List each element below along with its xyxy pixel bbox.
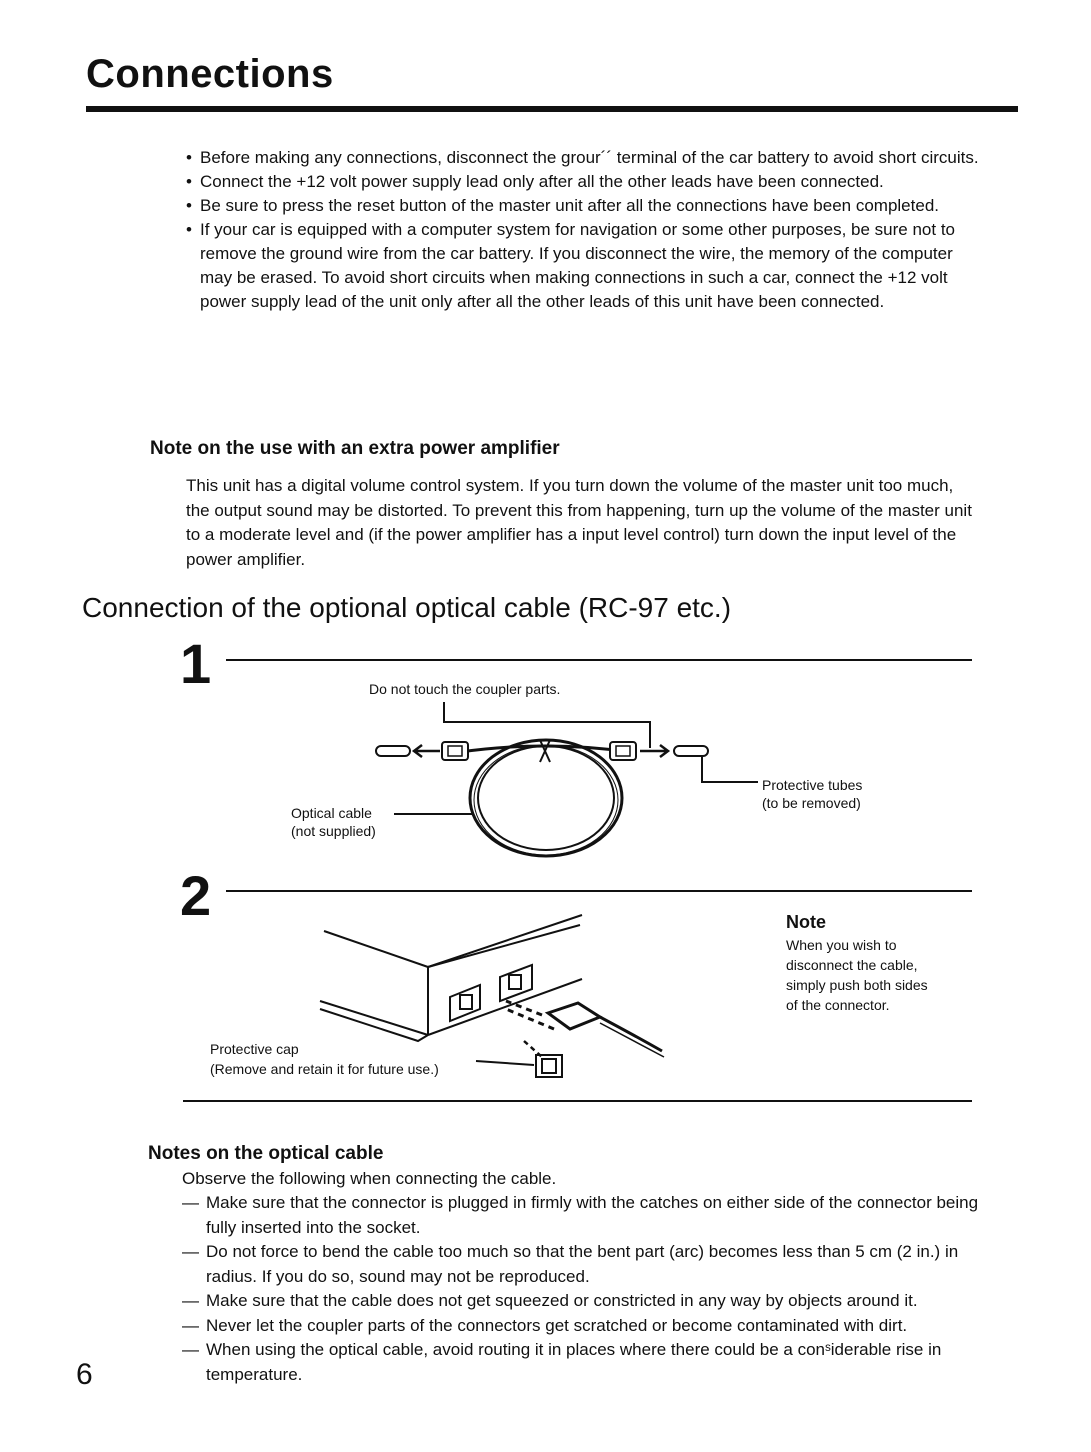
optical-cable-illustration bbox=[360, 690, 760, 870]
optical-notes-heading: Notes on the optical cable bbox=[148, 1143, 384, 1164]
list-item: — Make sure that the cable does not get squeezed or constricted in any way by objects around it. bbox=[182, 1289, 982, 1314]
step-end-rule bbox=[183, 1100, 972, 1102]
amp-note-heading: Note on the use with an extra power amplifier bbox=[150, 438, 560, 459]
cable-label-1: Optical cable bbox=[291, 805, 372, 821]
list-item: • If your car is equipped with a computer system for navigation or some other purposes, be sure not to remove the ground wire from the car battery. If you disconnect the wire, the memory of the computer may be erased. To avoid short circuits when making connections in such a car, connect the +12 volt power supply lead of the unit only after all the other leads of this unit have been connected. bbox=[186, 218, 986, 314]
optical-notes-intro: Observe the following when connecting the cable. bbox=[182, 1169, 557, 1188]
tubes-label-2: (to be removed) bbox=[762, 795, 861, 811]
section-heading: Connection of the optional optical cable (RC-97 etc.) bbox=[82, 592, 732, 623]
note-line: of the connector. bbox=[786, 997, 890, 1013]
page-number: 6 bbox=[76, 1358, 93, 1391]
note-line: When you wish to bbox=[786, 937, 897, 953]
list-item: — Make sure that the connector is plugged in firmly with the catches on either side of the connector being fully inserted into the socket. bbox=[182, 1191, 982, 1240]
amp-note-text: This unit has a digital volume control system. If you turn down the volume of the master unit too much, the output sound may be distorted. To prevent this from happening, turn up the volume of the master unit to a moderate level and (if the power amplifier has a input level control) turn down the input level of the power amplifier. bbox=[186, 476, 972, 569]
note-line: disconnect the cable, bbox=[786, 957, 918, 973]
coupler-label: Do not touch the coupler parts. bbox=[369, 681, 561, 697]
step-1-rule bbox=[226, 659, 972, 661]
page-title: Connections bbox=[86, 52, 334, 96]
note-title: Note bbox=[786, 912, 826, 932]
step-2-rule bbox=[226, 890, 972, 892]
list-item: • Be sure to press the reset button of the master unit after all the connections have been completed. bbox=[186, 194, 986, 218]
list-item: • Before making any connections, disconnect the grour´´ terminal of the car battery to avoid short circuits. bbox=[186, 146, 986, 170]
cable-label-2: (not supplied) bbox=[291, 823, 376, 839]
step-2-number: 2 bbox=[180, 864, 212, 927]
note-line: simply push both sides bbox=[786, 977, 928, 993]
step-1-number: 1 bbox=[180, 632, 212, 695]
list-item: — Do not force to bend the cable too much so that the bent part (arc) becomes less than 5 cm (2 in.) in radius. If you do so, sound may not be reproduced. bbox=[182, 1240, 982, 1289]
optical-notes-list bbox=[182, 1191, 982, 1387]
tubes-label-1: Protective tubes bbox=[762, 777, 863, 793]
list-item: — When using the optical cable, avoid routing it in places where there could be a conˢiderable rise in temperature. bbox=[182, 1338, 982, 1387]
cap-label-2: (Remove and retain it for future use.) bbox=[210, 1061, 439, 1077]
title-rule bbox=[86, 106, 1018, 112]
precautions-list bbox=[186, 146, 986, 314]
list-item: — Never let the coupler parts of the connectors get scratched or become contaminated with dirt. bbox=[182, 1314, 982, 1339]
unit-socket-illustration bbox=[310, 905, 690, 1085]
cap-label-1: Protective cap bbox=[210, 1041, 299, 1057]
list-item: • Connect the +12 volt power supply lead only after all the other leads have been connected. bbox=[186, 170, 986, 194]
